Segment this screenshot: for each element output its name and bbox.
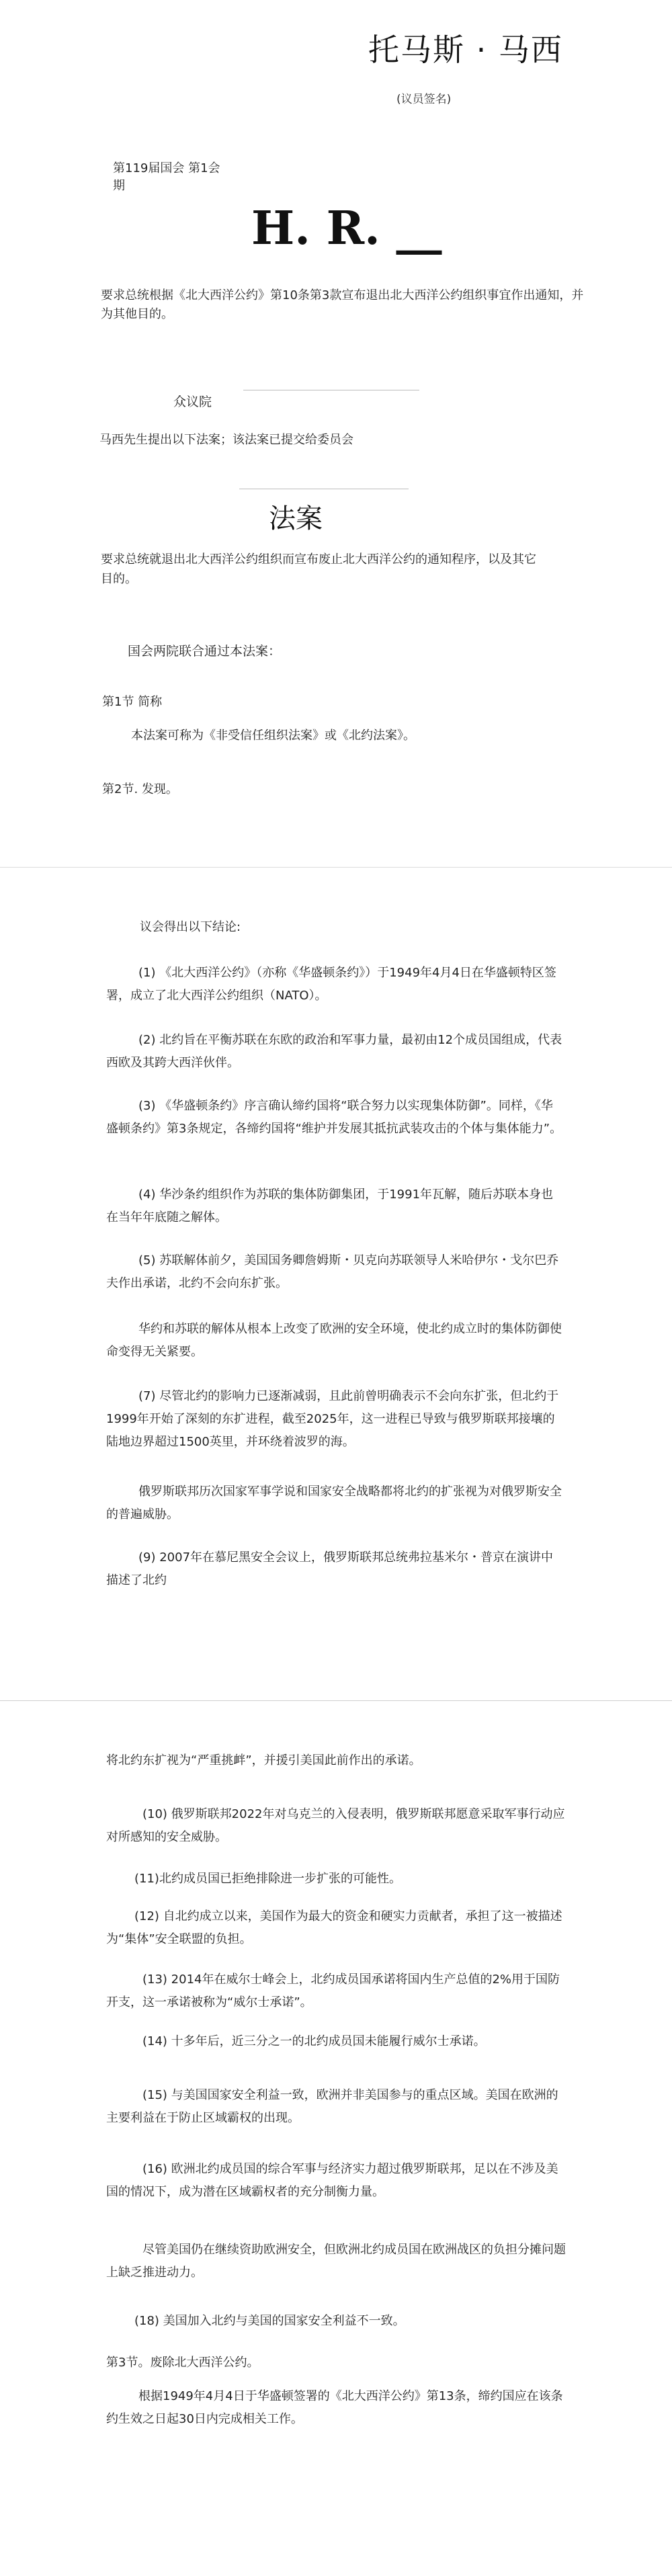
section1-heading: 第1节 简称 (102, 695, 163, 709)
finding-6: 华约和苏联的解体从根本上改变了欧洲的安全环境，使北约成立时的集体防御使命变得无关紧要。 (106, 1322, 562, 1359)
finding-17: 尽管美国仍在继续资助欧洲安全，但欧洲北约成员国在欧洲战区的负担分摊问题上缺乏推进动力。 (106, 2243, 566, 2280)
congress-session: 第119届国会 第1会期 (113, 161, 220, 193)
long-title: 要求总统就退出北大西洋公约组织而宣布废止北大西洋公约的通知程序，以及其它目的。 (101, 552, 536, 586)
finding-12: (12) 自北约成立以来，美国作为最大的资金和硬实力贡献者，承担了这一被描述为“集体”安全联盟的负担。 (106, 1909, 562, 1946)
finding-13: (13) 2014年在威尔士峰会上，北约成员国承诺将国内生产总值的2%用于国防开支，这一承诺被称为“威尔士承诺”。 (106, 1972, 560, 2009)
findings-intro: 议会得出以下结论: (140, 920, 241, 934)
page-two (0, 867, 672, 1701)
finding-3: (3) 《华盛顿条约》序言确认缔约国将“联合努力以实现集体防御”。同样，《华盛顿条约》第3条规定，各缔约国将“维护并发展其抵抗武装攻击的个体与集体能力”。 (106, 1099, 562, 1136)
finding-15: (15) 与美国国家安全利益一致，欧洲并非美国参与的重点区域。美国在欧洲的主要利益在于防止区域霸权的出现。 (106, 2088, 558, 2125)
page-three (0, 1700, 672, 2576)
finding-2: (2) 北约旨在平衡苏联在东欧的政治和军事力量，最初由12个成员国组成，代表西欧及其跨大西洋伙伴。 (106, 1033, 562, 1070)
sponsor-name: 托马斯 · 马西 (368, 32, 563, 68)
section3-heading: 第3节。废除北大西洋公约。 (106, 2356, 259, 2370)
bill-title: 法案 (269, 503, 323, 534)
section2-heading: 第2节. 发现。 (102, 782, 178, 796)
finding-9-continued: 将北约东扩视为“严重挑衅”，并援引美国此前作出的承诺。 (106, 1753, 421, 1768)
finding-8: 俄罗斯联邦历次国家军事学说和国家安全战略都将北约的扩张视为对俄罗斯安全的普遍威胁。 (106, 1485, 562, 1522)
section3-text: 根据1949年4月4日于华盛顿签署的《北大西洋公约》第13条，缔约国应在该条约生效之日起30日内完成相关工作。 (106, 2389, 563, 2426)
finding-9: (9) 2007年在慕尼黑安全会议上，俄罗斯联邦总统弗拉基米尔・普京在演讲中描述了北约 (106, 1550, 554, 1587)
enacting-clause: 国会两院联合通过本法案： (128, 644, 282, 659)
section1-text: 本法案可称为《非受信任组织法案》或《北约法案》。 (131, 729, 415, 743)
finding-11: (11)北约成员国已拒绝排除进一步扩张的可能性。 (134, 1872, 401, 1886)
finding-1: (1) 《北大西洋公约》（亦称《华盛顿条约》）于1949年4月4日在华盛顿特区签署，成立了北大西洋公约组织（NATO）。 (106, 966, 556, 1003)
finding-16: (16) 欧洲北约成员国的综合军事与经济实力超过俄罗斯联邦，足以在不涉及美国的情况下，成为潜在区域霸权者的充分制衡力量。 (106, 2162, 558, 2199)
finding-10: (10) 俄罗斯联邦2022年对乌克兰的入侵表明，俄罗斯联邦愿意采取军事行动应对所感知的安全威胁。 (106, 1807, 565, 1844)
page-one (0, 0, 672, 867)
bill-number: H. R. __ (251, 202, 442, 255)
introduction-statement: 马西先生提出以下法案；该法案已提交给委员会 (99, 433, 353, 447)
finding-4: (4) 华沙条约组织作为苏联的集体防御集团，于1991年瓦解，随后苏联本身也在当年年底随之解体。 (106, 1188, 554, 1224)
finding-18: (18) 美国加入北约与美国的国家安全利益不一致。 (134, 2314, 405, 2328)
finding-5: (5) 苏联解体前夕，美国国务卿詹姆斯・贝克向苏联领导人米哈伊尔・戈尔巴乔夫作出承诺，北约不会向东扩张。 (106, 1253, 559, 1290)
bill-purpose: 要求总统根据《北大西洋公约》第10条第3款宣布退出北大西洋公约组织事宜作出通知，并为其他目的。 (101, 288, 584, 321)
finding-7: (7) 尽管北约的影响力已逐渐减弱，且此前曾明确表示不会向东扩张，但北约于1999年开始了深刻的东扩进程，截至2025年，这一进程已导致与俄罗斯联邦接壤的陆地边界超过1500英里，并环绕着波罗的海。 (106, 1389, 559, 1449)
finding-14: (14) 十多年后，近三分之一的北约成员国未能履行威尔士承诺。 (142, 2034, 486, 2048)
signature-label: (议员签名) (396, 93, 452, 106)
house-label: 众议院 (173, 394, 212, 409)
